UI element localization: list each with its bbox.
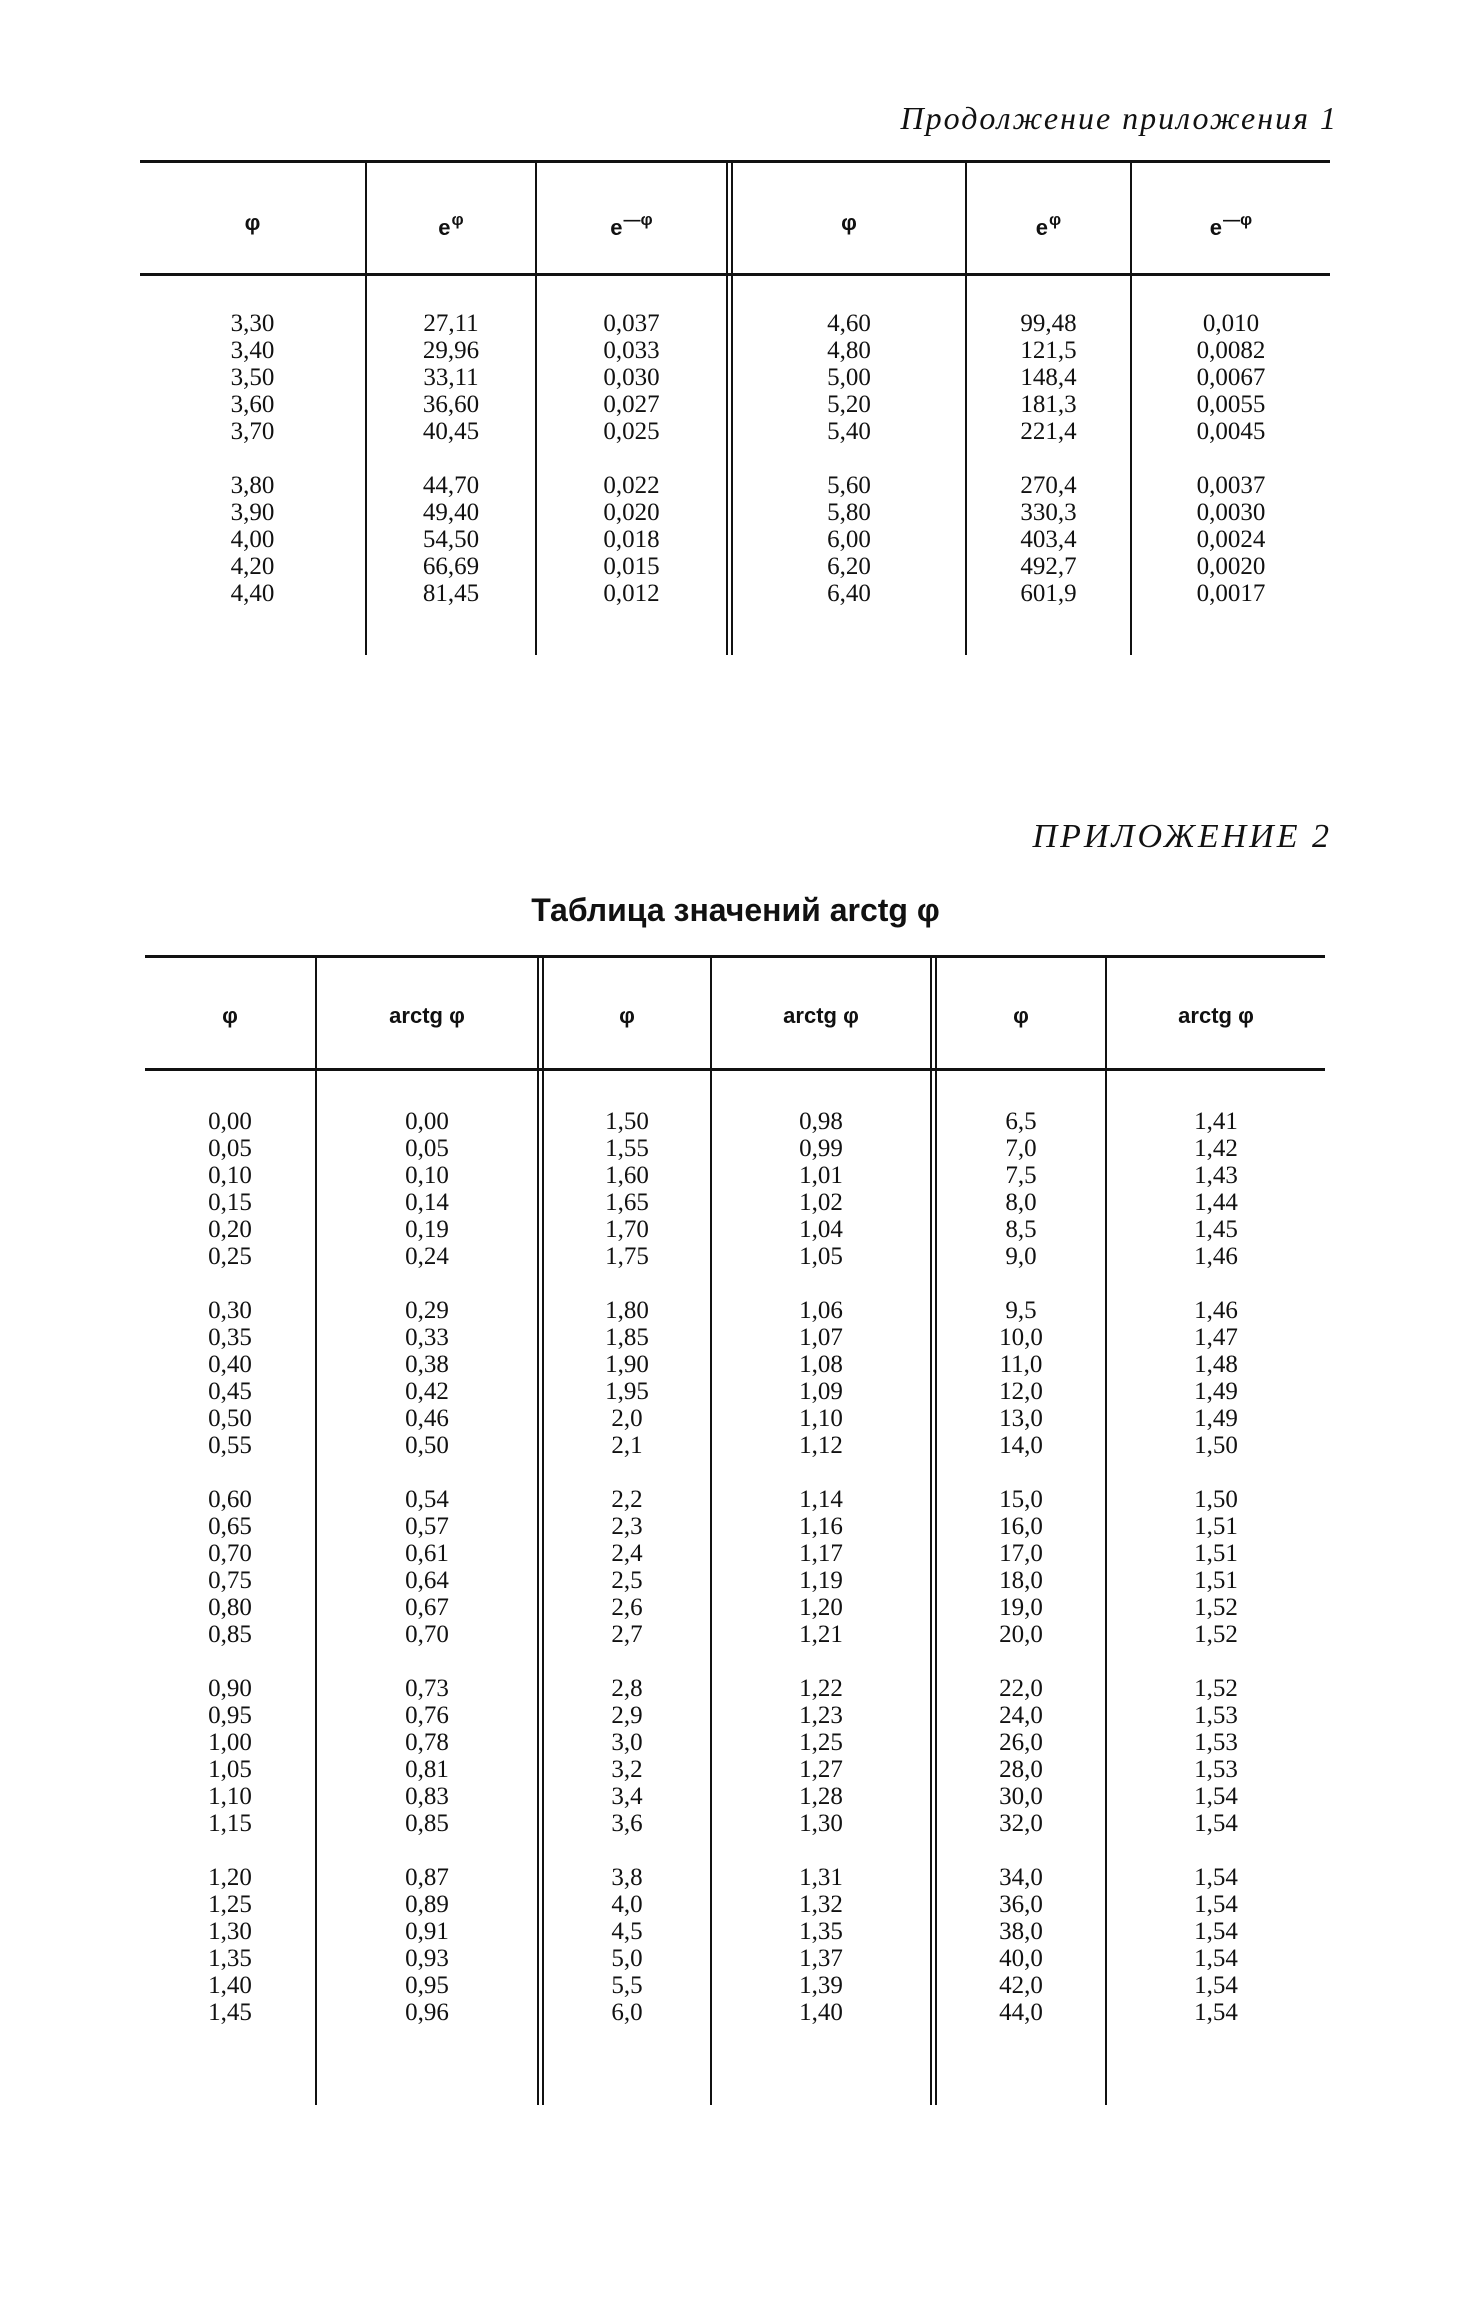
header-phi: φ xyxy=(841,210,857,235)
double-column-divider xyxy=(537,955,544,2105)
arctg-column: 0,98 0,99 1,01 1,02 1,04 1,05 1,06 1,07 1,08 1,09 1,10 1,12 1,14 1,16 1,17 1,19 1,20 1,21 1,22 1,23 1,25 1,27 1,28 1,30 1,31 1,32 1,35 1,37 1,39 1,40 xyxy=(799,1108,843,2026)
exp-neg-phi-column: 0,037 0,033 0,030 0,027 0,025 0,022 0,020 0,018 0,015 0,012 xyxy=(603,310,660,607)
header-phi: φ xyxy=(244,210,261,235)
table-caption: Таблица значений arctg φ xyxy=(531,892,940,928)
continuation-title: Продолжение приложения 1 xyxy=(900,100,1338,136)
phi-column: 6,5 7,0 7,5 8,0 8,5 9,0 9,5 10,0 11,0 12,0 13,0 14,0 15,0 16,0 17,0 18,0 19,0 20,0 22,0 24,0 26,0 28,0 30,0 32,0 34,0 36,0 38,0 40,0 42,0 44,0 xyxy=(999,1108,1043,2026)
double-column-divider xyxy=(930,955,937,2105)
arctg-column: 0,00 0,05 0,10 0,14 0,19 0,24 0,29 0,33 0,38 0,42 0,46 0,50 0,54 0,57 0,61 0,64 0,67 0,70 0,73 0,76 0,78 0,81 0,83 0,85 0,87 0,89 0,91 0,93 0,95 0,96 xyxy=(405,1108,449,2026)
header-arctg: arctg φ xyxy=(1178,1003,1254,1028)
exp-table xyxy=(140,160,1330,660)
header-phi: φ xyxy=(222,1003,238,1028)
exp-neg-phi-column: 0,010 0,0082 0,0067 0,0055 0,0045 0,0037 0,0030 0,0024 0,0020 0,0017 xyxy=(1196,310,1266,607)
arctg-table xyxy=(145,955,1325,2110)
header-exp-phi: $e^\varphi$ xyxy=(1035,210,1062,240)
table-top-rule xyxy=(140,160,1330,163)
header-exp-neg-phi: $e^{—\varphi}$ xyxy=(1209,210,1253,240)
double-column-divider xyxy=(726,160,733,655)
table-top-rule xyxy=(145,955,1325,958)
exp-phi-column: 99,48 121,5 148,4 181,3 221,4 270,4 330,3 403,4 492,7 601,9 xyxy=(1020,310,1077,607)
arctg-column: 1,41 1,42 1,43 1,44 1,45 1,46 1,46 1,47 1,48 1,49 1,49 1,50 1,50 1,51 1,51 1,51 1,52 1,52 1,52 1,53 1,53 1,53 1,54 1,54 1,54 1,54 1,54 1,54 1,54 1,54 xyxy=(1194,1108,1238,2026)
header-arctg: arctg φ xyxy=(389,1003,465,1028)
appendix-title: ПРИЛОЖЕНИЕ 2 xyxy=(1032,818,1332,855)
phi-column: 4,60 4,80 5,00 5,20 5,40 5,60 5,80 6,00 6,20 6,40 xyxy=(827,310,871,607)
header-phi: φ xyxy=(619,1003,635,1028)
phi-column: 1,50 1,55 1,60 1,65 1,70 1,75 1,80 1,85 1,90 1,95 2,0 2,1 2,2 2,3 2,4 2,5 2,6 2,7 2,8 2,9 3,0 3,2 3,4 3,6 3,8 4,0 4,5 5,0 5,5 6,0 xyxy=(605,1108,649,2026)
header-exp-neg-phi: $e^{—\varphi}$ xyxy=(610,210,653,240)
table-header-rule xyxy=(140,273,1330,276)
table-header-rule xyxy=(145,1068,1325,1071)
phi-column: 3,30 3,40 3,50 3,60 3,70 3,80 3,90 4,00 4,20 4,40 xyxy=(230,310,275,607)
header-phi: φ xyxy=(1013,1003,1029,1028)
exp-phi-column: 27,11 29,96 33,11 36,60 40,45 44,70 49,40 54,50 66,69 81,45 xyxy=(422,310,480,607)
phi-column: 0,00 0,05 0,10 0,15 0,20 0,25 0,30 0,35 0,40 0,45 0,50 0,55 0,60 0,65 0,70 0,75 0,80 0,85 0,90 0,95 1,00 1,05 1,10 1,15 1,20 1,25 1,30 1,35 1,40 1,45 xyxy=(208,1108,252,2026)
header-arctg: arctg φ xyxy=(783,1003,859,1028)
header-exp-phi: $e^\varphi$ xyxy=(438,210,464,240)
